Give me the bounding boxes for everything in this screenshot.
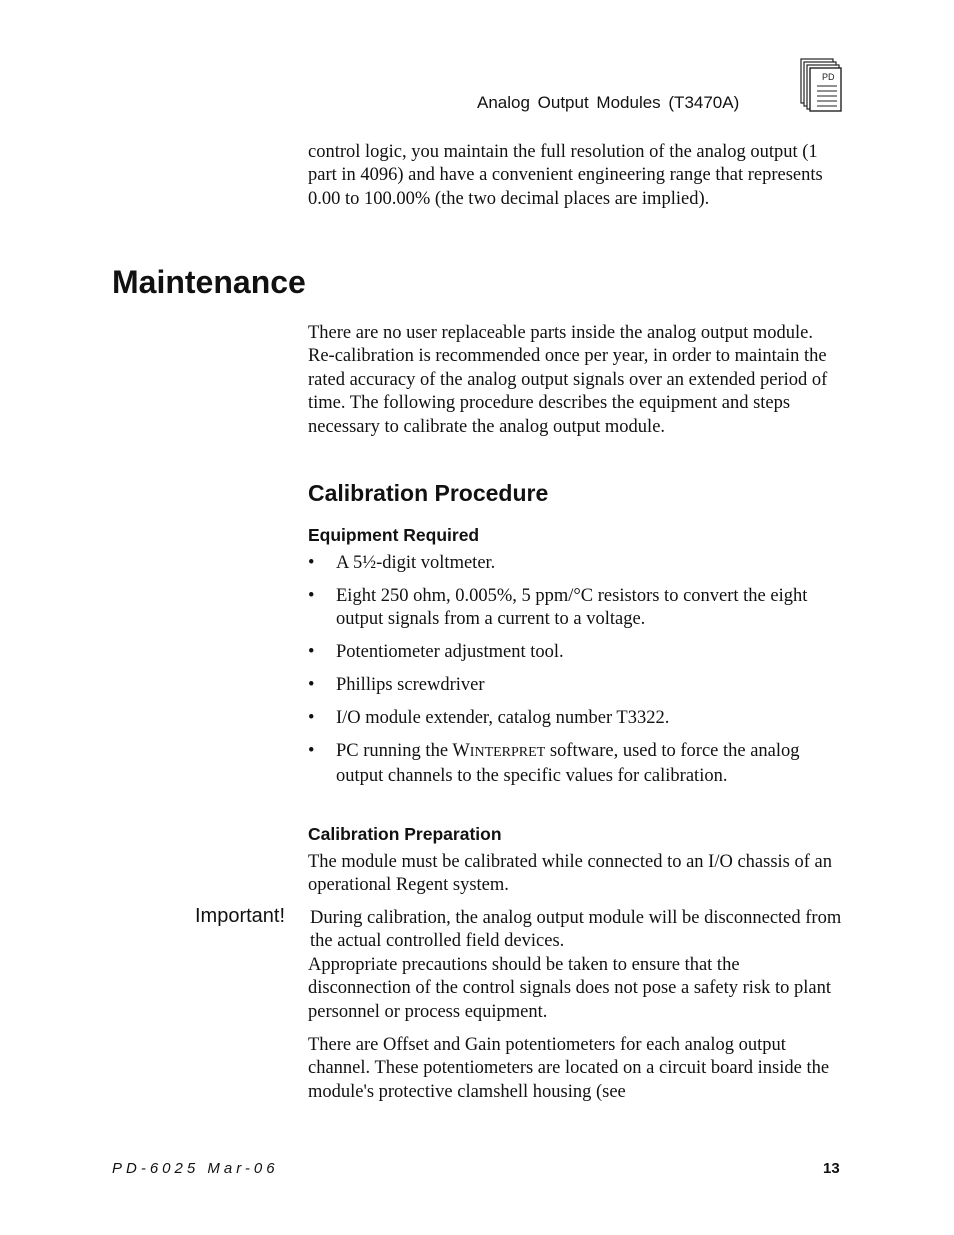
calibration-preparation-heading: Calibration Preparation xyxy=(308,824,502,844)
precautions-paragraph: Appropriate precautions should be taken to ensure that the disconnection of the control signals does not pose a safety risk to plant personnel or process equipment. xyxy=(308,955,832,1022)
logo-text: PD xyxy=(822,72,835,82)
list-item xyxy=(308,674,843,697)
pc-item-before: PC running the xyxy=(336,741,453,762)
maintenance-paragraph: There are no user replaceable parts inside the analog output module. Re-calibration is recommended once per year, in order to maintain the rated accuracy of the analog output signals over an extended period of time. The following procedure describes the equipment and steps necessary to calibrate the analog output module. xyxy=(308,323,828,437)
pc-item-after: software, used to force the analog output channels to the specific values for calibration. xyxy=(336,741,800,786)
equipment-list xyxy=(308,552,843,798)
list-item xyxy=(308,641,843,664)
list-item-text: A 5½-digit voltmeter. xyxy=(336,553,496,573)
equipment-required-heading: Equipment Required xyxy=(308,525,480,545)
winterpret-smallcaps: INTERPRET xyxy=(469,745,546,761)
list-item-text: Eight 250 ohm, 0.005%, 5 ppm/°C resistors to convert the eight output signals from a current to a voltage. xyxy=(336,586,808,630)
list-item xyxy=(308,585,843,632)
page-number: 13 xyxy=(823,1160,840,1177)
important-label: Important! xyxy=(195,905,286,927)
list-item-text: Potentiometer adjustment tool. xyxy=(336,642,564,663)
calibration-procedure-heading: Calibration Procedure xyxy=(308,480,549,506)
list-item xyxy=(308,740,843,788)
bullet: • xyxy=(308,741,315,762)
potentiometer-paragraph: There are Offset and Gain potentiometers for each analog output channel. These potentiometers are located on a circuit board inside the module's protective clamshell housing (see xyxy=(308,1035,830,1102)
list-item-text: I/O module extender, catalog number T3322. xyxy=(336,708,670,729)
list-item xyxy=(308,707,843,730)
winterpret-initial: W xyxy=(452,741,470,762)
maintenance-heading: Maintenance xyxy=(112,264,306,300)
bullet: • xyxy=(308,708,315,729)
bullet: • xyxy=(308,586,315,606)
list-item-text: Phillips screwdriver xyxy=(336,675,485,696)
bullet: • xyxy=(308,642,315,663)
running-header-title: Analog Output Modules (T3470A) xyxy=(477,93,740,112)
bullet: • xyxy=(308,553,315,573)
bullet: • xyxy=(308,675,315,696)
list-item xyxy=(308,552,843,575)
important-note: During calibration, the analog output module will be disconnected from the actual controlled field devices. xyxy=(310,908,842,952)
footer-doc-id: PD-6025 Mar-06 xyxy=(112,1160,279,1177)
intro-paragraph: control logic, you maintain the full resolution of the analog output (1 part in 4096) and have a convenient engineering range that represents 0.00 to 100.00% (the two decimal places are implied). xyxy=(308,142,823,209)
document-stack-icon xyxy=(800,58,842,112)
preparation-paragraph: The module must be calibrated while connected to an I/O chassis of an operational Regent system. xyxy=(308,852,832,896)
